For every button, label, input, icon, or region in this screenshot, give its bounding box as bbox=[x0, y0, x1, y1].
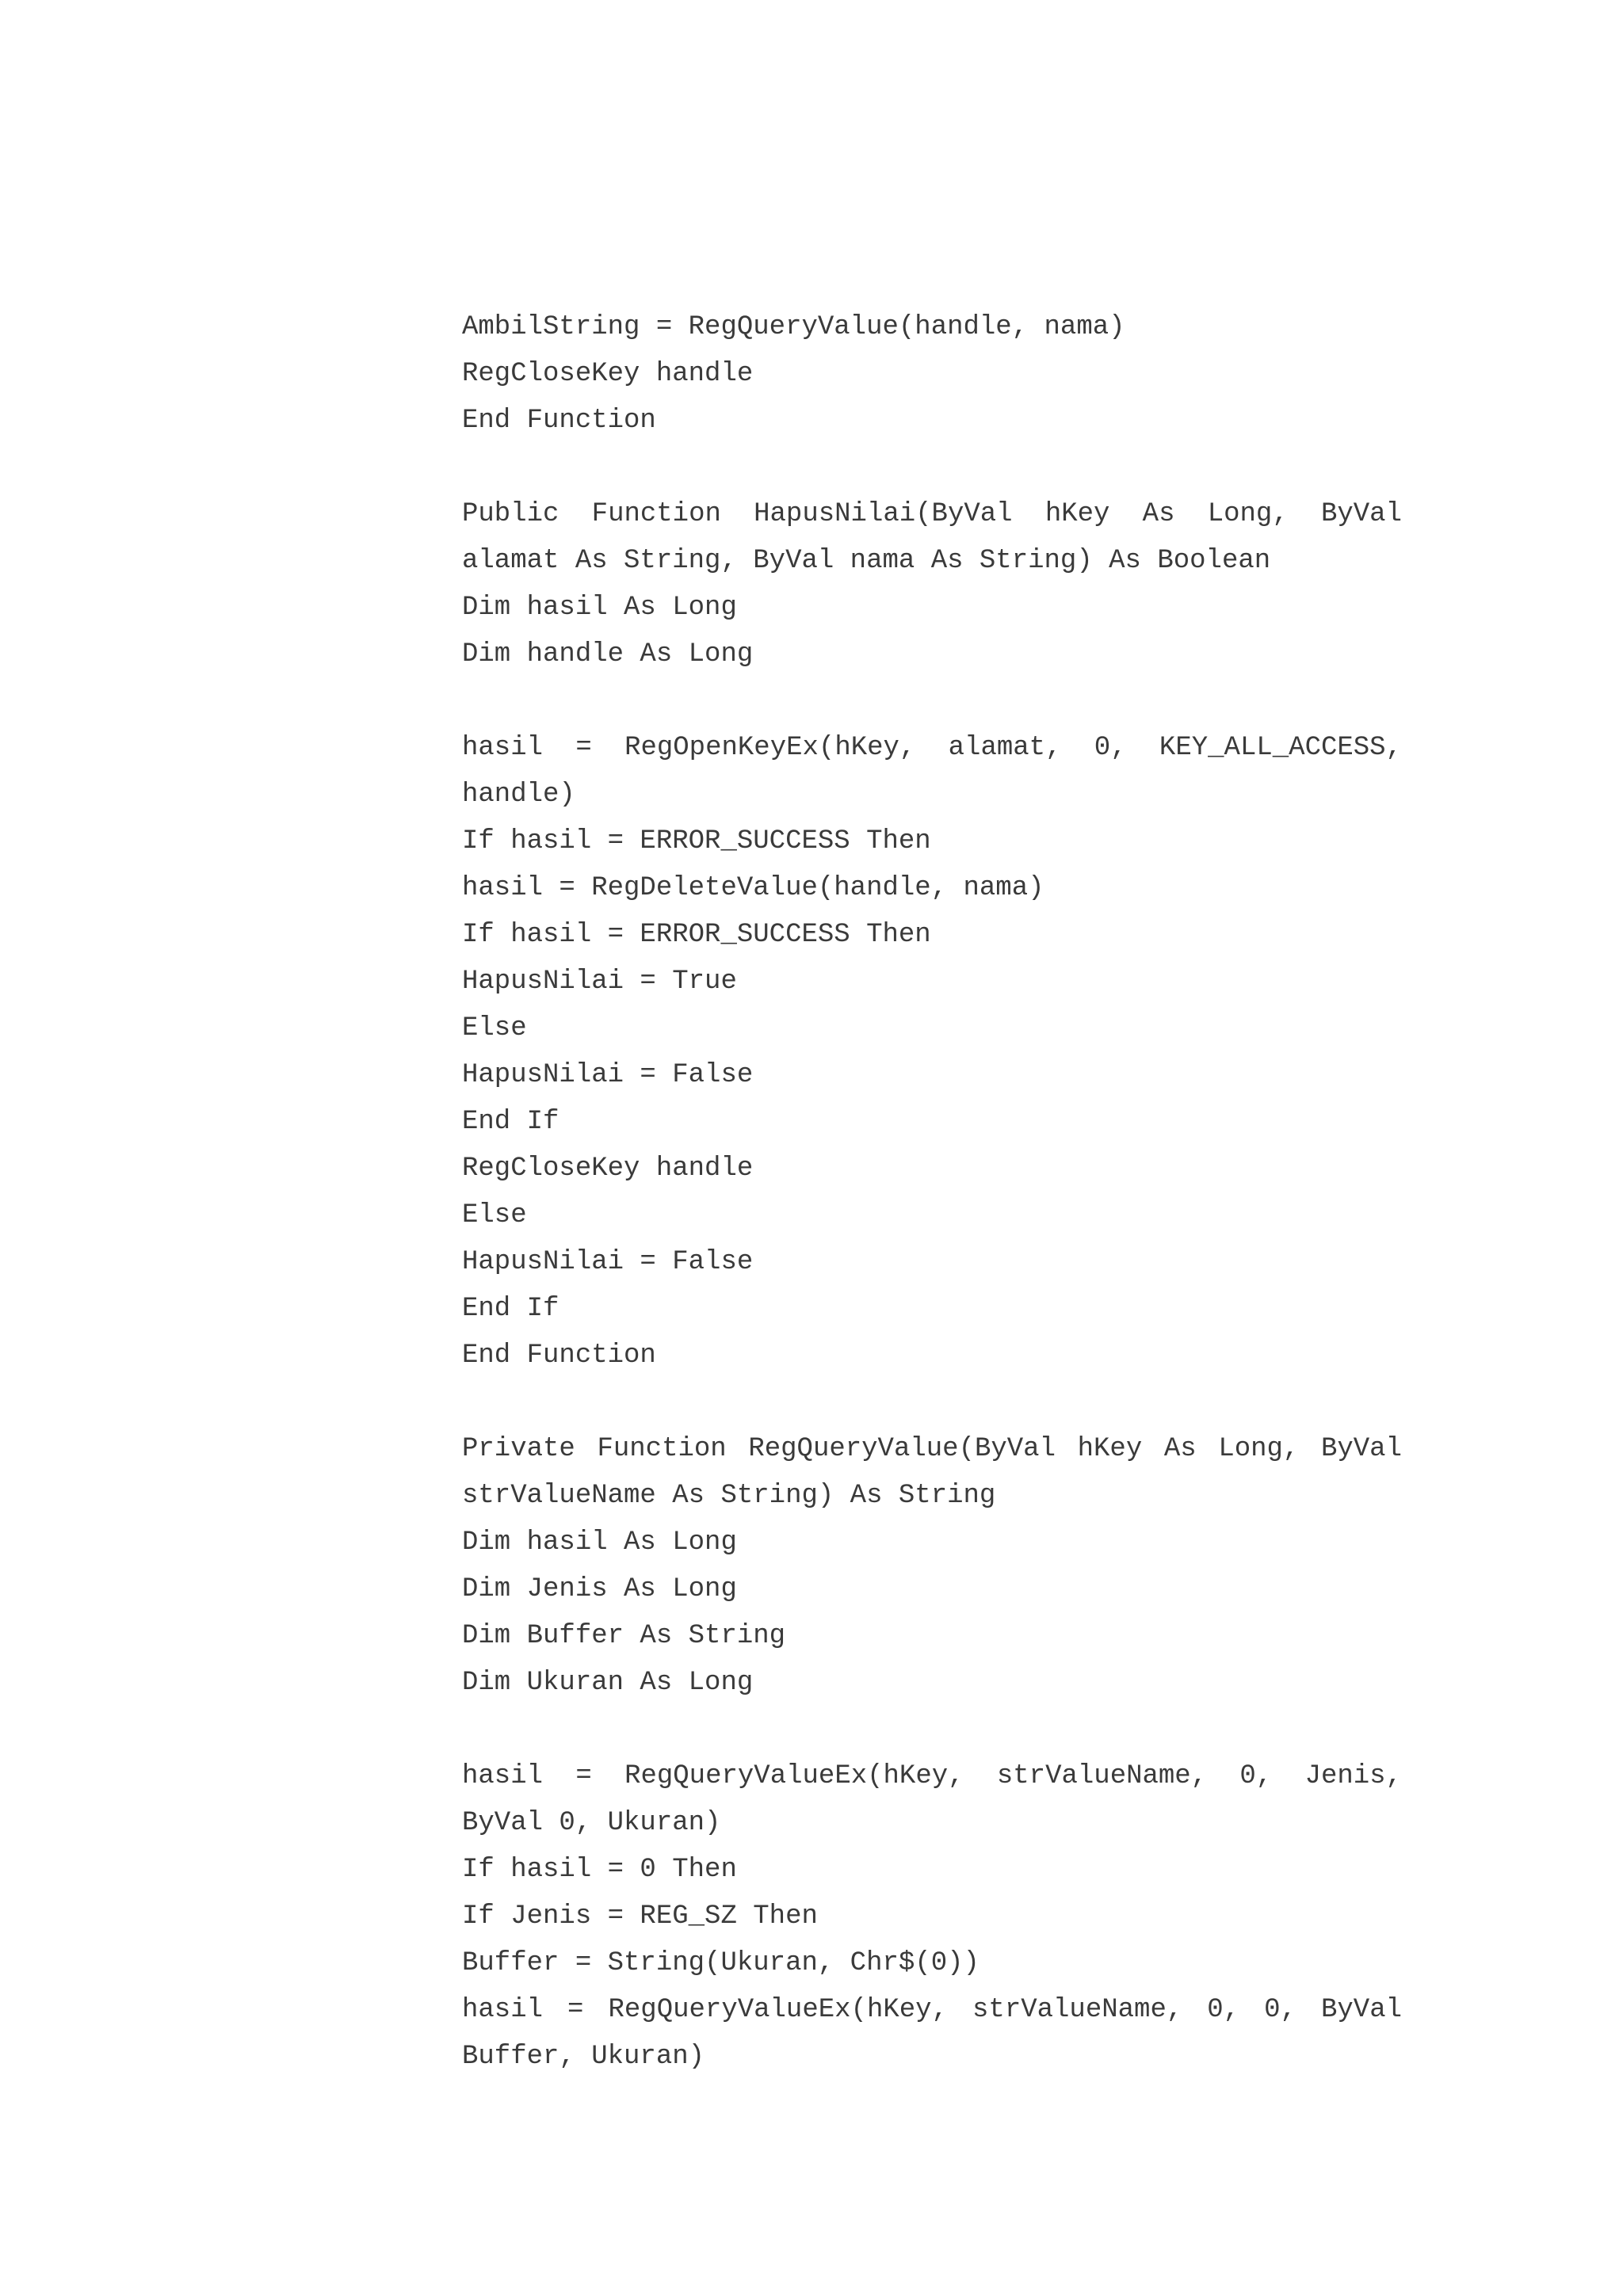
blank-line bbox=[462, 1707, 1402, 1753]
code-line: Buffer, Ukuran) bbox=[462, 2042, 705, 2072]
code-line: HapusNilai = True bbox=[462, 967, 737, 997]
code-line: End If bbox=[462, 1107, 559, 1137]
code-line: Dim hasil As Long bbox=[462, 1527, 737, 1558]
code-line: If hasil = ERROR_SUCCESS Then bbox=[462, 920, 931, 950]
code-line: hasil = RegDeleteValue(handle, nama) bbox=[462, 873, 1044, 903]
blank-line bbox=[462, 1379, 1402, 1426]
code-line: Private Function RegQueryValue(ByVal hKey As Long, ByVal bbox=[462, 1434, 1402, 1464]
code-line: HapusNilai = False bbox=[462, 1247, 754, 1277]
code-line: Dim hasil As Long bbox=[462, 593, 737, 623]
code-line: alamat As String, ByVal nama As String) As Boolean bbox=[462, 546, 1271, 576]
code-listing bbox=[462, 304, 1402, 2081]
blank-line bbox=[462, 444, 1402, 491]
code-line: hasil = RegQueryValueEx(hKey, strValueName, 0, Jenis, bbox=[462, 1761, 1402, 1791]
code-line: hasil = RegQueryValueEx(hKey, strValueName, 0, 0, ByVal bbox=[462, 1995, 1402, 2025]
code-line: Dim Buffer As String bbox=[462, 1621, 786, 1651]
code-line: Dim handle As Long bbox=[462, 639, 754, 669]
code-line: ByVal 0, Ukuran) bbox=[462, 1808, 721, 1838]
code-line: RegCloseKey handle bbox=[462, 359, 754, 389]
code-line: If hasil = 0 Then bbox=[462, 1855, 737, 1885]
code-line: End If bbox=[462, 1294, 559, 1324]
code-line: strValueName As String) As String bbox=[462, 1481, 996, 1511]
code-line: End Function bbox=[462, 406, 656, 436]
code-line: Dim Ukuran As Long bbox=[462, 1668, 754, 1698]
code-line: handle) bbox=[462, 780, 575, 810]
code-line: RegCloseKey handle bbox=[462, 1154, 754, 1184]
code-line: Else bbox=[462, 1200, 527, 1230]
code-line: hasil = RegOpenKeyEx(hKey, alamat, 0, KEY_ALL_ACCESS, bbox=[462, 733, 1402, 763]
code-line: HapusNilai = False bbox=[462, 1060, 754, 1090]
code-line: If hasil = ERROR_SUCCESS Then bbox=[462, 826, 931, 856]
code-line: If Jenis = REG_SZ Then bbox=[462, 1901, 818, 1932]
code-line: Else bbox=[462, 1013, 527, 1043]
code-line: AmbilString = RegQueryValue(handle, nama) bbox=[462, 312, 1125, 342]
code-line: End Function bbox=[462, 1341, 656, 1371]
blank-line bbox=[462, 678, 1402, 725]
code-line: Buffer = String(Ukuran, Chr$(0)) bbox=[462, 1948, 980, 1978]
code-line: Public Function HapusNilai(ByVal hKey As Long, ByVal bbox=[462, 499, 1402, 529]
code-line: Dim Jenis As Long bbox=[462, 1574, 737, 1604]
